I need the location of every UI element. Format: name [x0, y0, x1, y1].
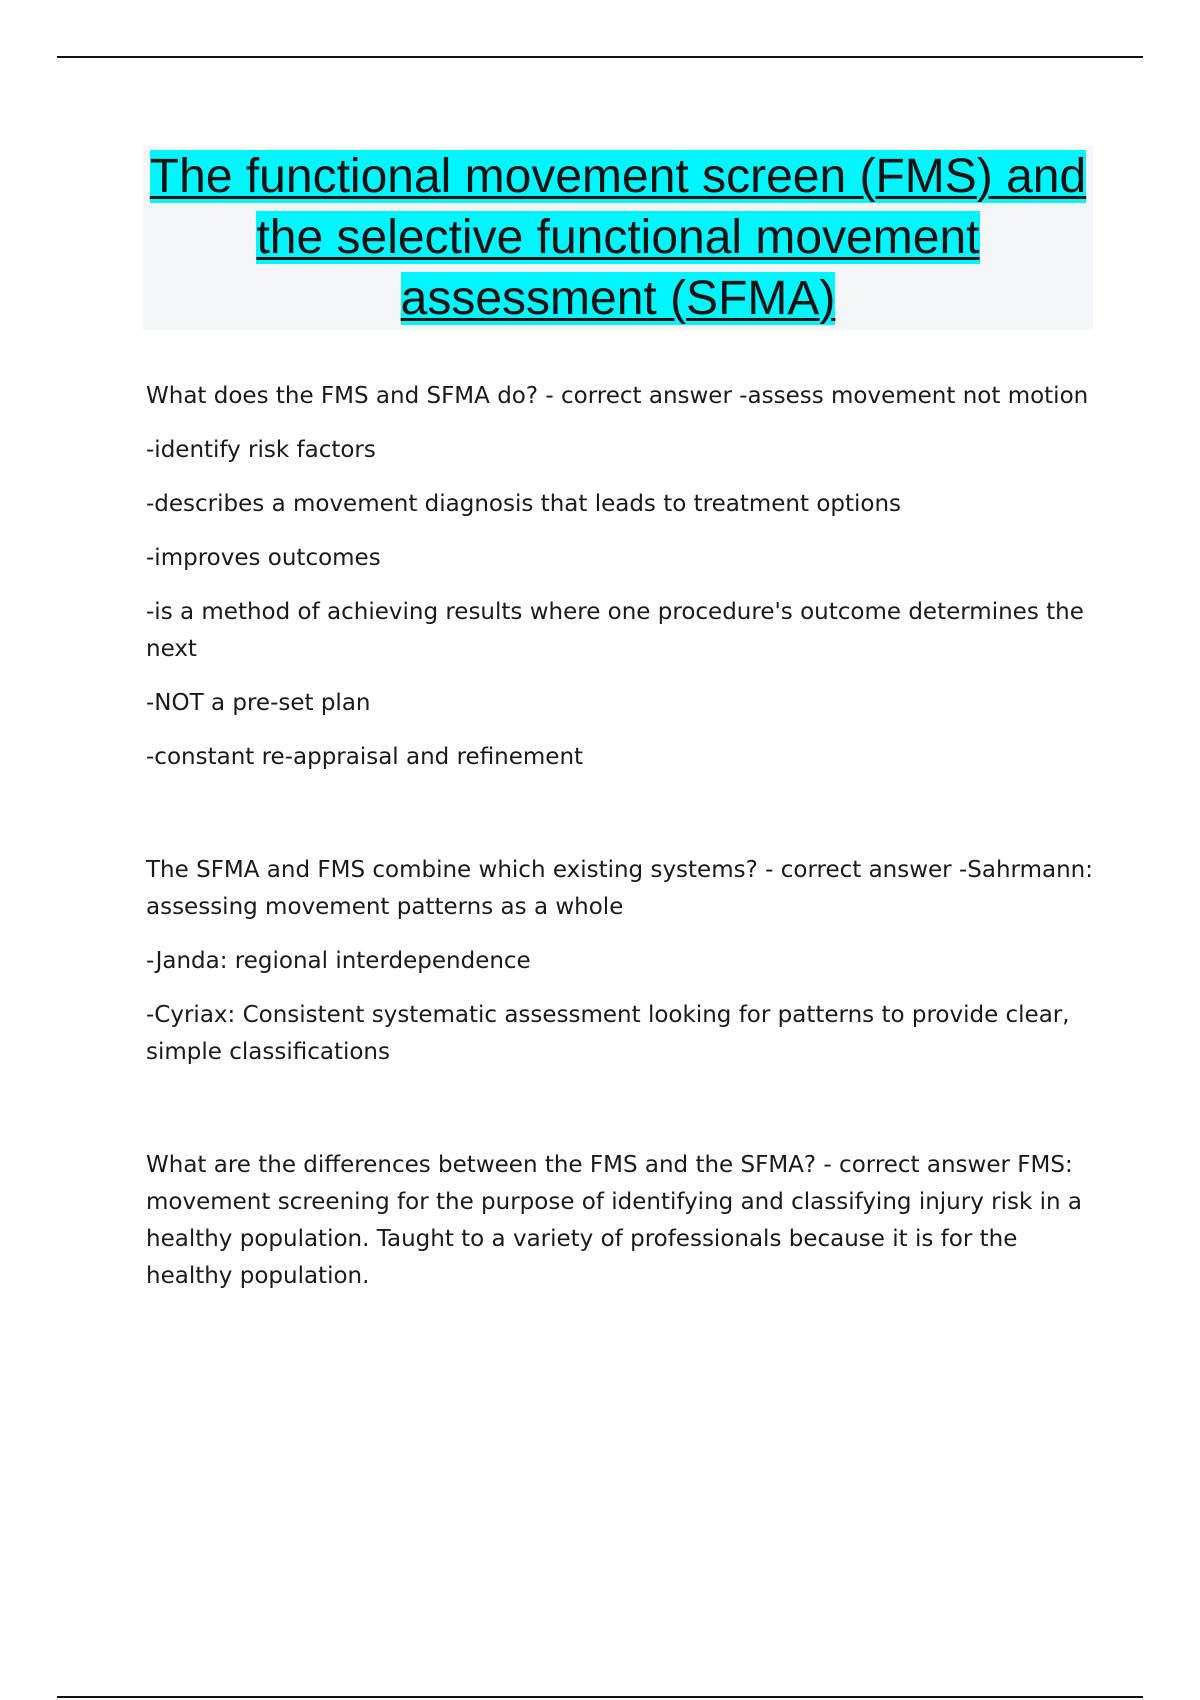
qa-block-3 [146, 1147, 1096, 1295]
title-box [143, 146, 1093, 330]
document-title-text: The functional movement screen (FMS) and the selective functional movement assessment (SFMA) [149, 150, 1087, 325]
document-title [143, 146, 1093, 329]
top-rule [57, 56, 1143, 58]
qa-1-line-7: -constant re-appraisal and refinement [146, 744, 584, 770]
qa-1-line-3: -describes a movement diagnosis that leads to treatment options [146, 491, 902, 517]
document-body [146, 378, 1096, 1371]
qa-2-line-2: -Janda: regional interdependence [146, 948, 531, 974]
qa-1-line-6: -NOT a pre-set plan [146, 690, 371, 716]
qa-block-2 [146, 852, 1096, 1071]
qa-1-line-4: -improves outcomes [146, 545, 381, 571]
qa-1-line-5: -is a method of achieving results where one procedure's outcome determines the next [146, 599, 1084, 662]
bottom-rule [57, 1696, 1143, 1698]
qa-3-question: What are the differences between the FMS and the SFMA? - correct answer FMS: movement screening for the purpose of identifying and classifying injury risk in a healthy population. Taught to a variety of professionals because it is for the healthy population. [146, 1152, 1082, 1289]
qa-2-line-3: -Cyriax: Consistent systematic assessment looking for patterns to provide clear, simple classifications [146, 1002, 1070, 1065]
qa-1-question: What does the FMS and SFMA do? - correct answer -assess movement not motion [146, 383, 1089, 409]
qa-1-line-2: -identify risk factors [146, 437, 376, 463]
qa-block-1 [146, 378, 1096, 776]
qa-2-question: The SFMA and FMS combine which existing systems? - correct answer -Sahrmann: assessing movement patterns as a whole [146, 857, 1093, 920]
